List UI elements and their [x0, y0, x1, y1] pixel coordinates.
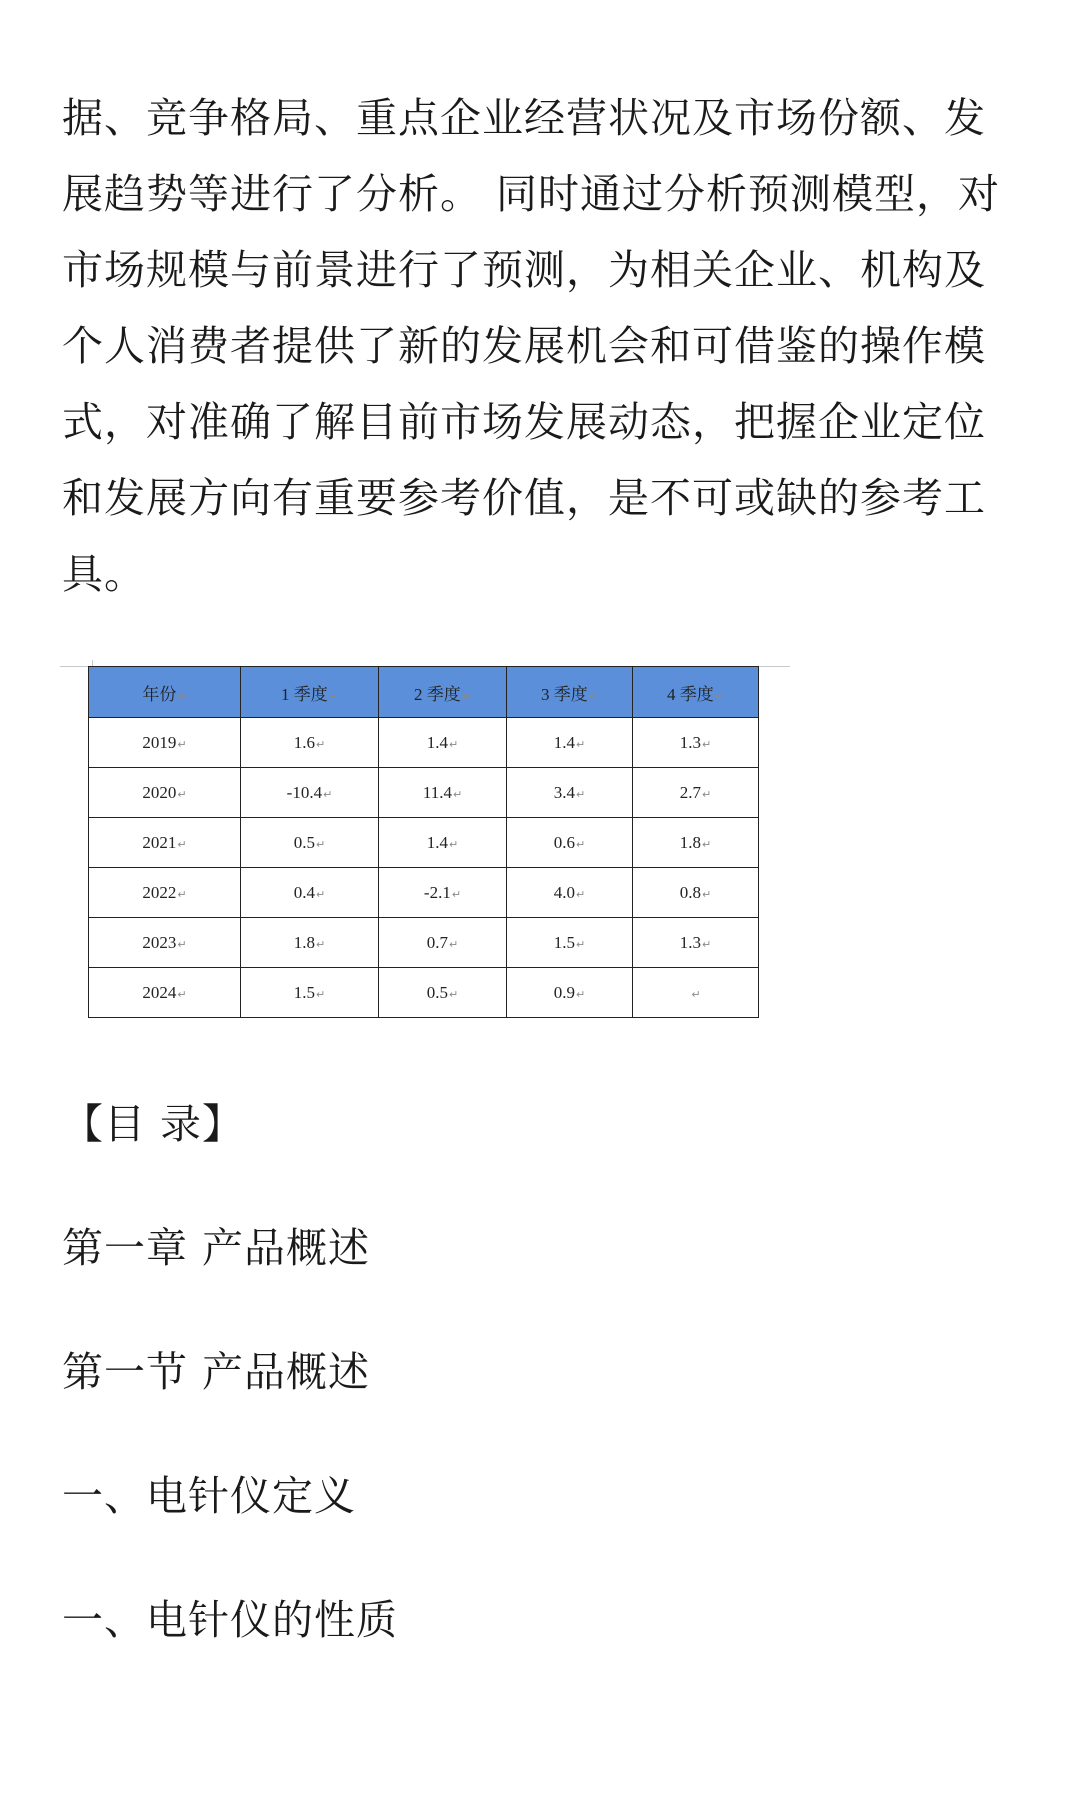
table-cell: 1.3↵ [633, 918, 759, 968]
table-cell-year: 2023↵ [89, 918, 241, 968]
table-cell: 1.6↵ [241, 718, 379, 768]
table-header-row [89, 667, 759, 718]
table-cell: 0.8↵ [633, 868, 759, 918]
table-cell: 0.9↵ [507, 968, 633, 1018]
column-header-q2: 2 季度↵ [379, 667, 507, 718]
table-cell: 1.5↵ [507, 918, 633, 968]
table-cell: 1.8↵ [241, 918, 379, 968]
table-cell: 11.4↵ [379, 768, 507, 818]
column-header-q3: 3 季度↵ [507, 667, 633, 718]
toc-item-section-1: 第一节 产品概述 [62, 1348, 371, 1396]
table-cell-year: 2022↵ [89, 868, 241, 918]
table-cell: 4.0↵ [507, 868, 633, 918]
toc-item-chapter-1: 第一章 产品概述 [62, 1224, 371, 1272]
table-cell: 2.7↵ [633, 768, 759, 818]
table-cell: 0.5↵ [241, 818, 379, 868]
table-cell: 1.4↵ [379, 818, 507, 868]
table-cell: -2.1↵ [379, 868, 507, 918]
table-cell: 1.4↵ [507, 718, 633, 768]
table-row [89, 918, 759, 968]
table-row [89, 818, 759, 868]
table-cell: ↵ [633, 968, 759, 1018]
column-header-q4: 4 季度↵ [633, 667, 759, 718]
table-cell: 0.6↵ [507, 818, 633, 868]
toc-item-nature: 一、电针仪的性质 [62, 1596, 398, 1644]
table-cell: 1.4↵ [379, 718, 507, 768]
table-cell: 0.7↵ [379, 918, 507, 968]
table-cell: 1.8↵ [633, 818, 759, 868]
data-table-image [60, 660, 790, 1030]
table-row [89, 868, 759, 918]
table-cell-year: 2020↵ [89, 768, 241, 818]
column-header-q1: 1 季度↵ [241, 667, 379, 718]
table-cell: 3.4↵ [507, 768, 633, 818]
table-cell: 0.5↵ [379, 968, 507, 1018]
table-row [89, 968, 759, 1018]
toc-title: 【目 录】 [62, 1100, 245, 1148]
table-cell: -10.4↵ [241, 768, 379, 818]
quarterly-data-table [88, 666, 759, 1018]
intro-paragraph: 据、竞争格局、重点企业经营状况及市场份额、发 展趋势等进行了分析。 同时通过分析预测模型，对 市场规模与前景进行了预测，为相关企业、机构及 个人消费者提供了新的发展机会和可借鉴的操作模 式，对准确了解目前市场发展动态，把握企业定位 和发展方向有重要参考价值，是不可或缺的参考工 具。 [62, 94, 1001, 598]
table-cell: 1.5↵ [241, 968, 379, 1018]
table-cell-year: 2021↵ [89, 818, 241, 868]
table-cell: 0.4↵ [241, 868, 379, 918]
table-cell-year: 2019↵ [89, 718, 241, 768]
toc-item-definition: 一、电针仪定义 [62, 1472, 356, 1520]
table-row [89, 768, 759, 818]
table-cell: 1.3↵ [633, 718, 759, 768]
column-header-year: 年份↵ [89, 667, 241, 718]
table-row [89, 718, 759, 768]
table-cell-year: 2024↵ [89, 968, 241, 1018]
